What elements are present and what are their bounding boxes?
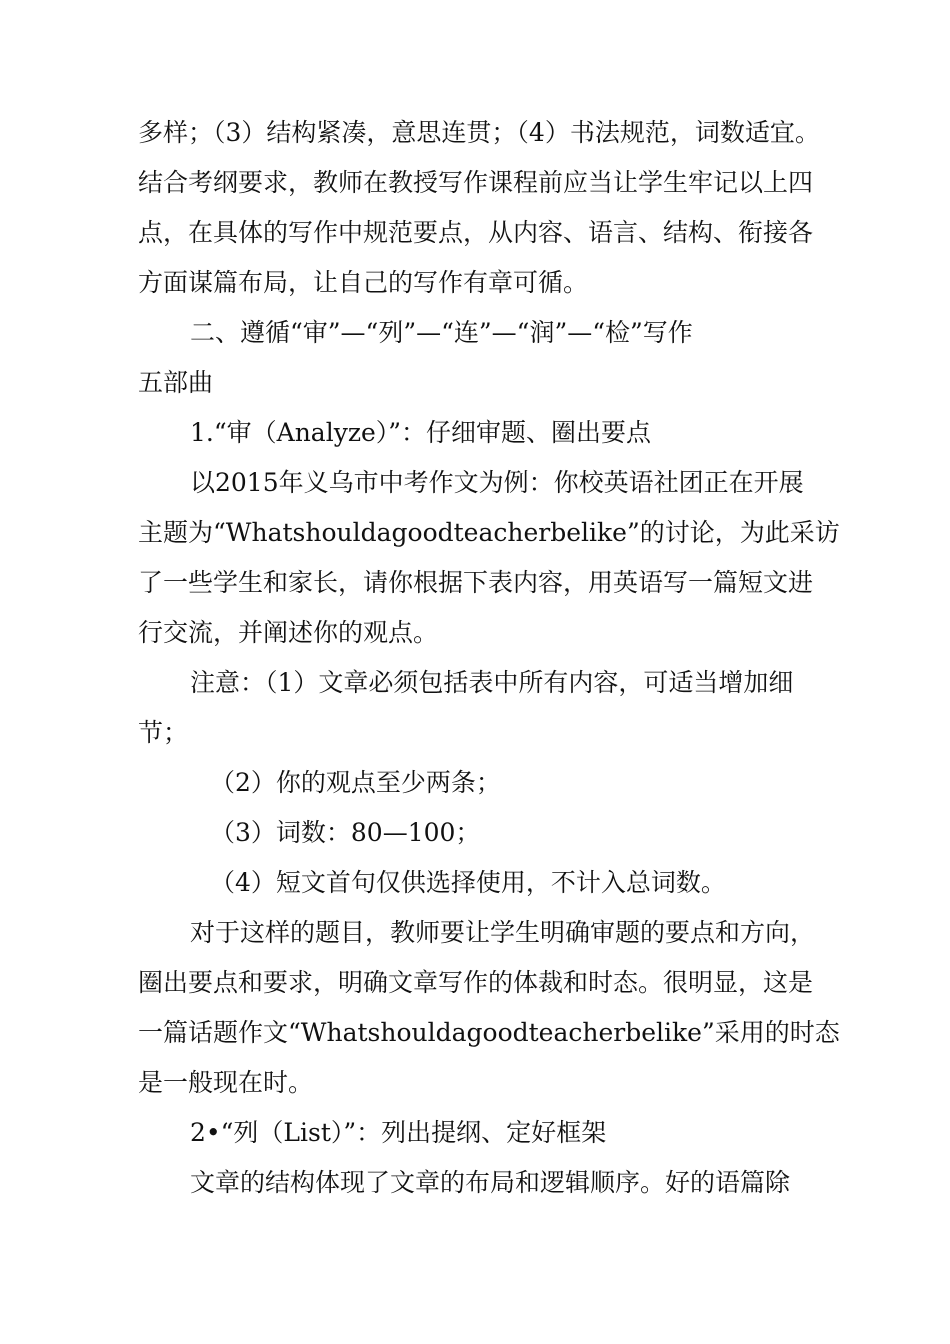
text-line: 以2015年义乌市中考作文为例：你校英语社团正在开展 [190, 468, 804, 497]
text-line: 点，在具体的写作中规范要点，从内容、语言、结构、衔接各 [138, 218, 814, 247]
subheading-list: 2•“列（List）”：列出提纲、定好框架 [190, 1118, 607, 1147]
text-line: 文章的结构体现了文章的布局和逻辑顺序。好的语篇除 [190, 1168, 791, 1197]
note-item: （4）短文首句仅供选择使用，不计入总词数。 [210, 868, 726, 897]
text-line: 圈出要点和要求，明确文章写作的体裁和时态。很明显，这是 [138, 968, 814, 997]
text-line: 一篇话题作文“Whatshouldagoodteacherbelike”采用的时态 [138, 1018, 840, 1047]
text-line: 行交流，并阐述你的观点。 [138, 618, 439, 647]
text-line: 结合考纲要求，教师在教授写作课程前应当让学生牢记以上四 [138, 168, 814, 197]
text-line: 主题为“Whatshouldagoodteacherbelike”的讨论，为此采访 [138, 518, 840, 547]
text-line: 对于这样的题目，教师要让学生明确审题的要点和方向， [190, 918, 816, 947]
section-heading-cont: 五部曲 [138, 368, 214, 397]
text-line: 了一些学生和家长，请你根据下表内容，用英语写一篇短文进 [138, 568, 814, 597]
subheading-analyze: 1.“审（Analyze）”：仔细审题、圈出要点 [190, 418, 652, 447]
text-line: 多样；（3）结构紧凑，意思连贯；（4）书法规范，词数适宜。 [138, 118, 820, 147]
note-item: （3）词数：80—100； [210, 818, 481, 847]
note-line: 注意：（1）文章必须包括表中所有内容，可适当增加细 [190, 668, 794, 697]
note-item: （2）你的观点至少两条； [210, 768, 501, 797]
section-heading: 二、遵循“审”—“列”—“连”—“润”—“检”写作 [190, 318, 693, 347]
note-line: 节； [138, 718, 189, 747]
text-line: 方面谋篇布局，让自己的写作有章可循。 [138, 268, 589, 297]
text-line: 是一般现在时。 [138, 1068, 314, 1097]
